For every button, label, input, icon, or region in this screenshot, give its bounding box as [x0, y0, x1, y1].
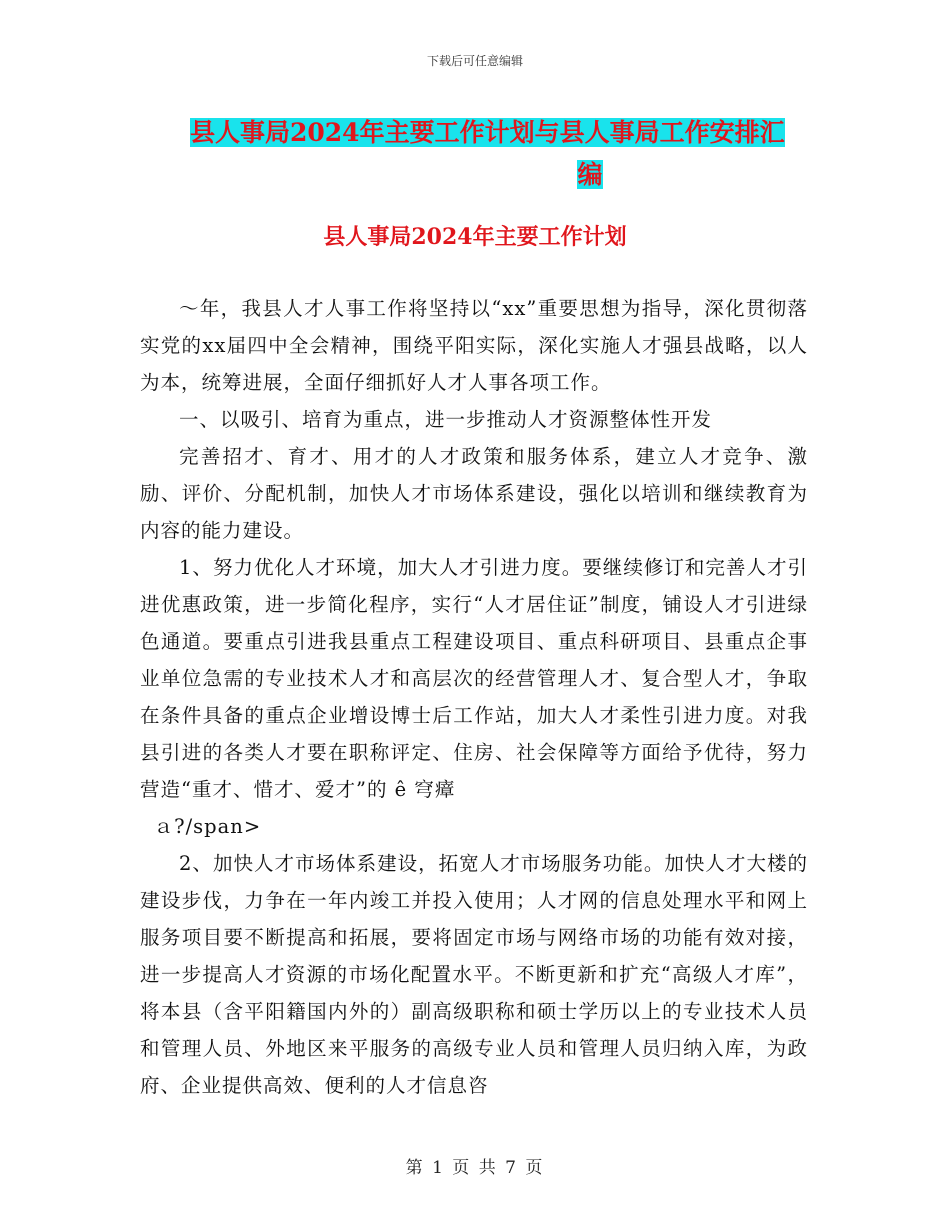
paragraph-garbled-fragment: ａ?/span>: [153, 815, 262, 838]
document-title-line2: 编: [577, 160, 603, 189]
page-header-note: 下载后可任意编辑: [426, 54, 523, 68]
paragraph-item-1: 1、努力优化人才环境，加大人才引进力度。要继续修订和完善人才引进优惠政策，进一步简化程序，实行“人才居住证”制度，铺设人才引进绿色通道。要重点引进我县重点工程建设项目、重点科研项目、县重点企事业单位急需的专业技术人才和高层次的经营管理人才、复合型人才，争取在条件具备的重点企业增设博士后工作站，加大人才柔性引进力度。对我县引进的各类人才要在职称评定、住房、社会保障等方面给予优待，努力营造“重才、惜才、爱才”的 ê 穹瘴: [140, 556, 808, 801]
paragraph-item-2: 2、加快人才市场体系建设，拓宽人才市场服务功能。加快人才大楼的建设步伐，力争在一年内竣工并投入使用；人才网的信息处理水平和网上服务项目要不断提高和拓展，要将固定市场与网络市场的功能有效对接，进一步提高人才资源的市场化配置水平。不断更新和扩充“高级人才库”，将本县（含平阳籍国内外的）副高级职称和硕士学历以上的专业技术人员和管理人员、外地区来平服务的高级专业人员和管理人员归纳入库，为政府、企业提供高效、便利的人才信息咨: [140, 852, 808, 1097]
page-number: 第 1 页 共 7 页: [405, 1158, 545, 1178]
document-title: [190, 112, 810, 196]
paragraph-overview: 完善招才、育才、用才的人才政策和服务体系，建立人才竞争、激励、评价、分配机制，加快人才市场体系建设，强化以培训和继续教育为内容的能力建设。: [140, 445, 808, 542]
body-text: [140, 290, 808, 1104]
section-title: 县人事局2024年主要工作计划: [323, 224, 627, 250]
document-title-line1: 县人事局2024年主要工作计划与县人事局工作安排汇: [190, 118, 785, 147]
paragraph-intro: ～年，我县人才人事工作将坚持以“xx”重要思想为指导，深化贯彻落实党的xx届四中全会精神，围绕平阳实际，深化实施人才强县战略，以人为本，统筹进展，全面仔细抓好人才人事各项工作。: [140, 297, 808, 394]
paragraph-heading-1: 一、以吸引、培育为重点，进一步推动人才资源整体性开发: [179, 408, 713, 431]
